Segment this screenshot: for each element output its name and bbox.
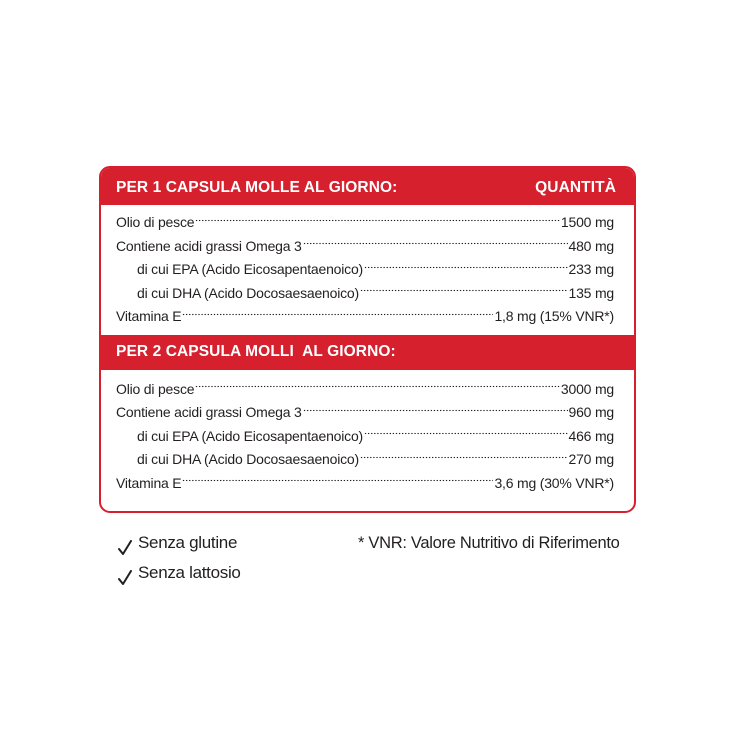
dot-leader (195, 384, 560, 390)
section-header-2-capsules (101, 335, 634, 370)
table-row (116, 258, 614, 282)
row-label: di cui DHA (Acido Docosaesaenoico) (137, 284, 359, 301)
table-row (116, 401, 614, 425)
row-label: di cui EPA (Acido Eicosapentaenoico) (137, 427, 364, 444)
nutrition-table (99, 166, 636, 513)
row-label: Olio di pesce (116, 380, 195, 397)
row-value: 135 mg (568, 284, 614, 301)
row-value: 270 mg (568, 451, 614, 467)
row-label: Vitamina E (116, 308, 182, 324)
section-title: PER 2 CAPSULA MOLLI AL GIORNO: (116, 343, 396, 360)
dot-leader (364, 264, 567, 270)
row-value: 233 mg (568, 261, 614, 277)
table-row (116, 378, 614, 402)
list-item (118, 558, 241, 588)
row-value: 3000 mg (560, 380, 614, 397)
row-label: Vitamina E (116, 474, 182, 491)
dot-leader (360, 454, 568, 460)
table-row (116, 282, 614, 306)
checkmark-icon (118, 566, 132, 582)
dot-leader (195, 217, 560, 223)
row-value: 1,8 mg (15% VNR*) (494, 308, 614, 324)
row-value: 466 mg (568, 427, 614, 444)
row-label: di cui DHA (Acido Docosaesaenoico) (137, 451, 359, 467)
row-label: Contiene acidi grassi Omega 3 (116, 404, 302, 420)
quantity-column-label: QUANTITÀ (535, 178, 616, 196)
row-label: di cui EPA (Acido Eicosapentaenoico) (137, 261, 364, 277)
row-value: 3,6 mg (30% VNR*) (494, 474, 614, 491)
table-row (116, 448, 614, 472)
row-label: Contiene acidi grassi Omega 3 (116, 237, 302, 254)
row-label: Olio di pesce (116, 214, 195, 230)
claims-list (118, 528, 241, 588)
table-row (116, 425, 614, 449)
table-row (116, 305, 614, 329)
section-title: PER 1 CAPSULA MOLLE AL GIORNO: (116, 178, 398, 196)
claim-lactose-free: Senza lattosio (138, 563, 241, 582)
table-row (116, 211, 614, 235)
dot-leader (360, 288, 568, 294)
table-row (116, 235, 614, 259)
dot-leader (364, 431, 567, 437)
row-value: 1500 mg (560, 214, 614, 230)
list-item (118, 528, 241, 558)
section-body-2-capsules (101, 370, 634, 502)
dot-leader (303, 407, 568, 413)
dot-leader (182, 478, 493, 484)
row-value: 960 mg (568, 404, 614, 420)
section-body-1-capsule (101, 205, 634, 335)
row-value: 480 mg (568, 237, 614, 254)
dot-leader (182, 311, 493, 317)
section-header-1-capsule (101, 168, 634, 205)
vnr-footnote: * VNR: Valore Nutritivo di Riferimento (358, 534, 620, 552)
checkmark-icon (118, 536, 132, 552)
dot-leader (303, 241, 568, 247)
table-row (116, 472, 614, 496)
claim-gluten-free: Senza glutine (138, 533, 238, 552)
